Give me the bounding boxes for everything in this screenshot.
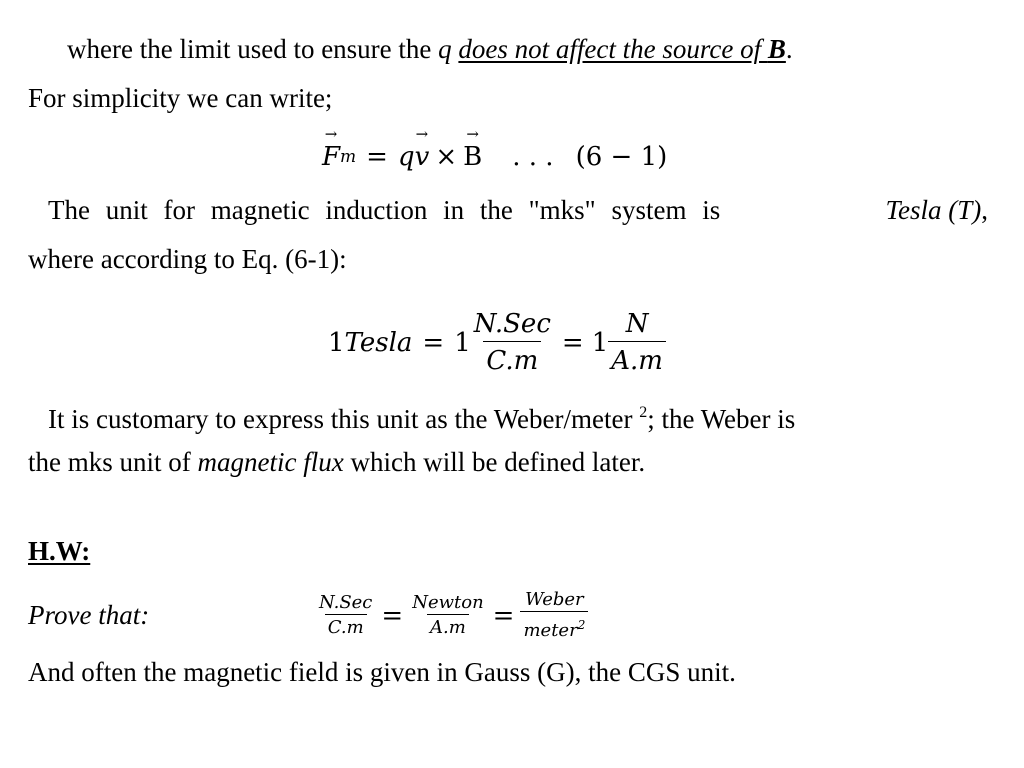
superscript-2: 2: [577, 618, 586, 632]
denominator: C.m: [483, 341, 541, 378]
paragraph-unit-line2: where according to Eq. (6-1):: [28, 244, 347, 274]
velocity-vector: → v: [415, 140, 430, 174]
tesla-italic: Tesla (T): [885, 195, 982, 225]
numerator: N: [625, 309, 649, 339]
fraction-n-over-a-m: [608, 307, 666, 378]
magnetic-flux-italic: magnetic flux: [197, 447, 344, 477]
numerator: Newton: [412, 592, 484, 613]
equation-tesla: [328, 307, 666, 378]
equals-sign: =: [561, 327, 584, 358]
text: The unit for magnetic induction in the "mks" system is: [48, 195, 721, 225]
paragraph-unit-line1: [48, 194, 988, 226]
q-symbol: q: [438, 34, 452, 64]
paragraph-limit: [67, 33, 793, 65]
period: .: [785, 34, 793, 64]
tesla-symbol: Tesla: [344, 327, 413, 358]
denominator: A.m: [427, 614, 469, 639]
denominator: [520, 611, 588, 642]
paragraph-simplicity: For simplicity we can write;: [28, 83, 333, 113]
numerator: N.Sec: [319, 592, 373, 613]
b-field-vector: → B: [463, 140, 482, 174]
numerator: N.Sec: [473, 309, 551, 339]
text: the mks unit of: [28, 447, 198, 477]
subscript-m: m: [340, 147, 357, 167]
charge-q: q: [397, 142, 415, 172]
text: ; the Weber is: [647, 404, 796, 434]
coefficient: 1: [454, 327, 471, 358]
paragraph-gauss: And often the magnetic field is given in Gauss (G), the CGS unit.: [28, 657, 736, 687]
fraction-newton-over-a-m: [409, 592, 486, 639]
equation-6-1: [322, 140, 667, 174]
emphasis-text: does not affect the source of: [458, 34, 768, 64]
superscript-2: 2: [639, 404, 648, 421]
coefficient: 1: [591, 327, 609, 358]
text: It is customary to express this unit as the Weber/meter: [48, 404, 640, 434]
equals-sign: =: [492, 600, 515, 631]
comma: ,: [981, 195, 988, 225]
fraction-n-sec-over-c-m: [316, 592, 375, 639]
paragraph-weber-line1: [48, 397, 795, 435]
fraction-n-sec-over-c-m: [471, 307, 554, 378]
text: where the limit used to ensure the: [67, 34, 439, 64]
text: which will be defined later.: [343, 447, 646, 477]
meter-text: meter: [523, 620, 578, 641]
emphasis-source: [458, 34, 785, 64]
denominator: C.m: [325, 614, 367, 639]
equals-sign: =: [366, 142, 388, 172]
ellipsis: . . .: [512, 142, 554, 172]
prove-that-label: Prove that:: [28, 600, 150, 630]
tesla-unit: [885, 194, 988, 226]
equals-sign: =: [381, 600, 404, 631]
fraction-weber-over-meter-squared: [520, 589, 588, 642]
equals-sign: =: [422, 327, 445, 358]
paragraph-weber-line2: [28, 446, 645, 478]
force-vector: → F: [322, 140, 340, 174]
one: 1: [328, 327, 345, 358]
equation-prove: [316, 589, 588, 642]
cross-product-sign: ×: [435, 142, 458, 172]
denominator: A.m: [608, 341, 666, 378]
numerator: Weber: [525, 589, 584, 610]
b-symbol: B: [767, 34, 786, 64]
equation-label: (6 − 1): [575, 142, 668, 172]
homework-heading: H.W:: [28, 536, 91, 566]
